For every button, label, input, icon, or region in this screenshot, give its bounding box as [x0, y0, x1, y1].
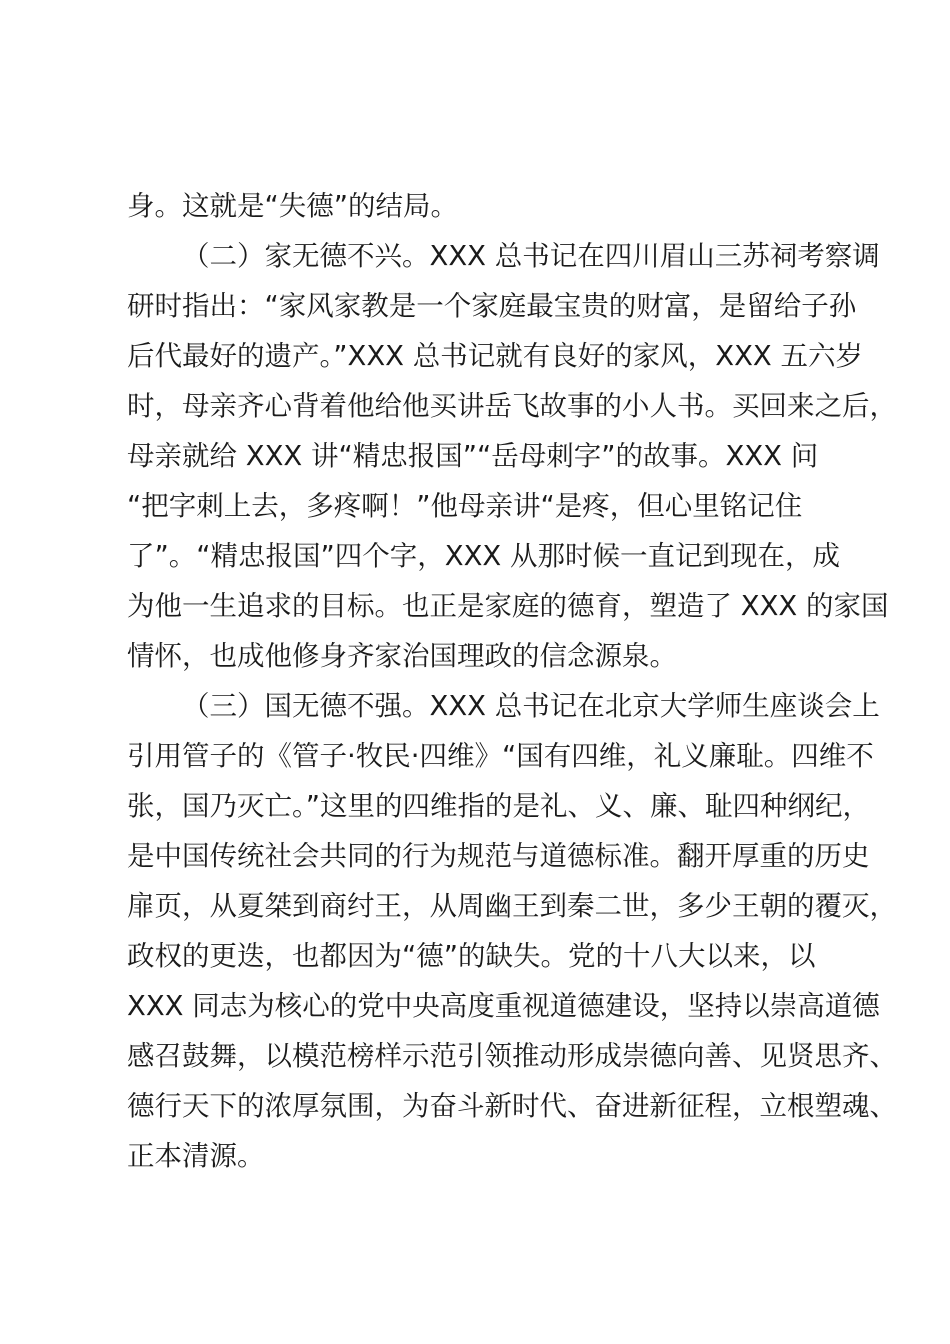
text-line: 母亲就给 XXX 讲“精忠报国”“岳母刺字”的故事。XXX 问: [127, 440, 819, 472]
text-line: “把字刺上去，多疼啊！”他母亲讲“是疼，但心里铭记住: [127, 490, 803, 522]
text-line: 情怀，也成他修身齐家治国理政的信念源泉。: [127, 640, 677, 672]
text-line: 为他一生追求的目标。也正是家庭的德育，塑造了 XXX 的家国: [127, 590, 889, 622]
text-line: 政权的更迭，也都因为“德”的缺失。党的十八大以来，以: [127, 940, 816, 972]
text-line: 身。这就是“失德”的结局。: [127, 190, 458, 222]
text-line: 了”。“精忠报国”四个字，XXX 从那时候一直记到现在，成: [127, 540, 840, 572]
text-line: 后代最好的遗产。”XXX 总书记就有良好的家风，XXX 五六岁: [127, 340, 864, 372]
text-line: 扉页，从夏桀到商纣王，从周幽王到秦二世，多少王朝的覆灭，: [127, 890, 897, 922]
text-line: 张，国乃灭亡。”这里的四维指的是礼、义、廉、耻四种纲纪，: [127, 790, 870, 822]
paragraph-start-line: （二）家无德不兴。XXX 总书记在四川眉山三苏祠考察调: [182, 240, 880, 272]
text-line: 正本清源。: [127, 1140, 265, 1172]
text-line: 时，母亲齐心背着他给他买讲岳飞故事的小人书。买回来之后，: [127, 390, 897, 422]
text-line: 是中国传统社会共同的行为规范与道德标准。翻开厚重的历史: [127, 840, 870, 872]
text-line: 研时指出：“家风家教是一个家庭最宝贵的财富，是留给子孙: [127, 290, 857, 322]
paragraph-start-line: （三）国无德不强。XXX 总书记在北京大学师生座谈会上: [182, 690, 880, 722]
text-line: 感召鼓舞，以模范榜样示范引领推动形成崇德向善、见贤思齐、: [127, 1040, 897, 1072]
document-body: [127, 181, 897, 1181]
text-line: 德行天下的浓厚氛围，为奋斗新时代、奋进新征程，立根塑魂、: [127, 1090, 897, 1122]
text-line: 引用管子的《管子·牧民·四维》“国有四维，礼义廉耻。四维不: [127, 740, 874, 772]
text-line: XXX 同志为核心的党中央高度重视道德建设，坚持以崇高道德: [127, 990, 880, 1022]
